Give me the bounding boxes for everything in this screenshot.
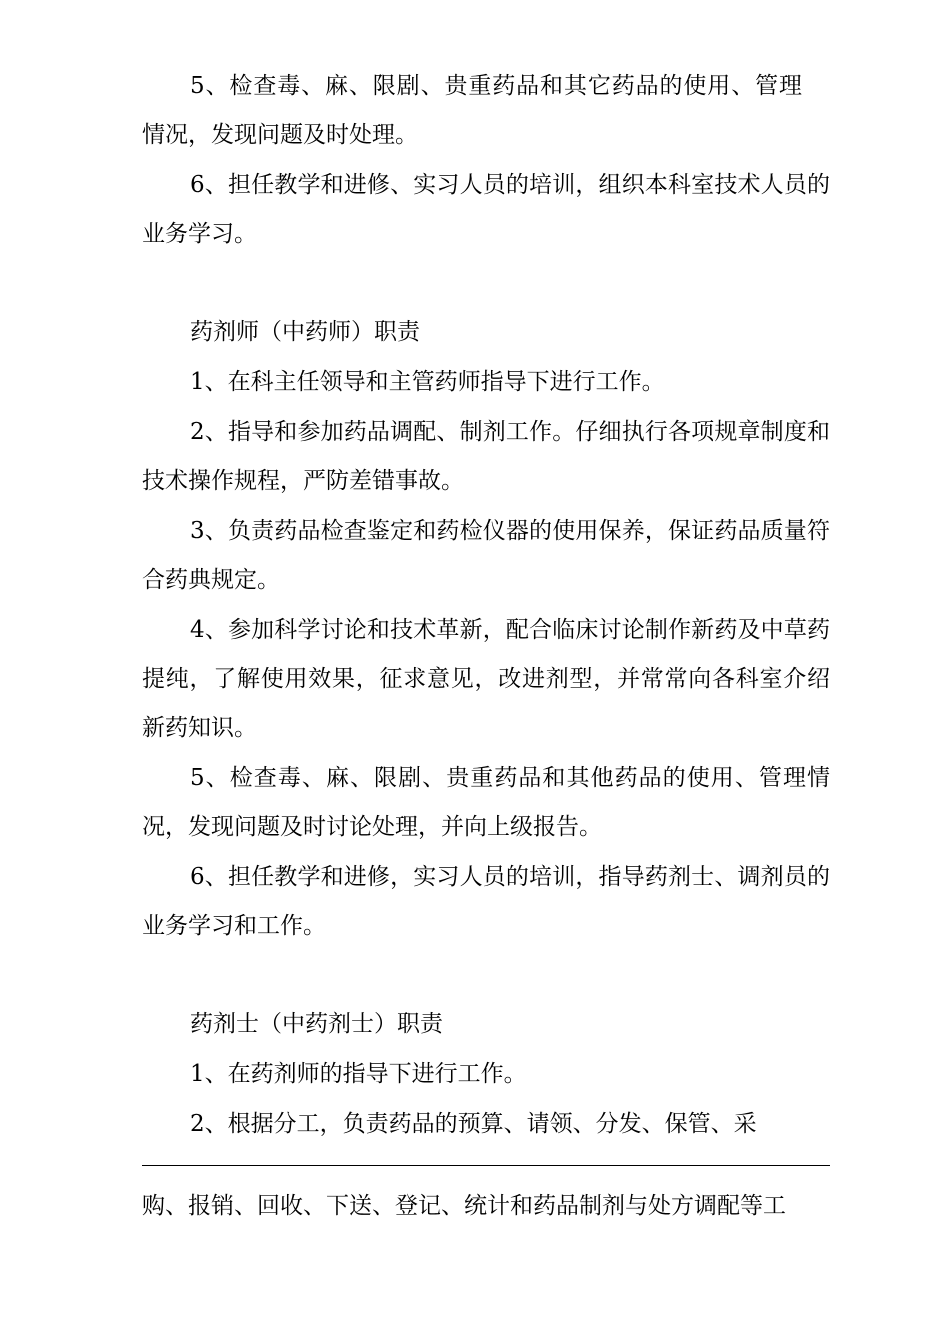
section-b-item-2: 2、指导和参加药品调配、制剂工作。仔细执行各项规章制度和技术操作规程，严防差错事故。: [142, 419, 830, 494]
section-b-item-6: 6、担任教学和进修，实习人员的培训，指导药剂士、调剂员的业务学习和工作。: [142, 864, 830, 939]
section-b-title: 药剂师（中药师）职责: [190, 319, 420, 345]
page-divider: [142, 1165, 830, 1166]
section-b-item-3: 3、负责药品检查鉴定和药检仪器的使用保养，保证药品质量符合药典规定。: [142, 518, 830, 593]
section-c-item-2: 2、根据分工，负责药品的预算、请领、分发、保管、采: [190, 1111, 757, 1137]
section-a-item-5: 5、检查毒、麻、限剧、贵重药品和其它药品的使用、管理情况，发现问题及时处理。: [142, 73, 802, 148]
section-c-title: 药剂士（中药剂士）职责: [190, 1011, 443, 1037]
section-b-item-5: 5、检查毒、麻、限剧、贵重药品和其他药品的使用、管理情况，发现问题及时讨论处理，并向上级报告。: [142, 765, 830, 840]
document-page: [142, 62, 830, 1150]
continued-text: 购、报销、回收、下送、登记、统计和药品制剂与处方调配等工: [142, 1193, 786, 1219]
section-c-item-1: 1、在药剂师的指导下进行工作。: [190, 1061, 527, 1087]
section-a-item-6: 6、担任教学和进修、实习人员的培训，组织本科室技术人员的业务学习。: [142, 172, 830, 247]
section-b-item-4: 4、参加科学讨论和技术革新，配合临床讨论制作新药及中草药提纯，了解使用效果，征求意见，改进剂型，并常常向各科室介绍新药知识。: [142, 617, 830, 741]
section-b-item-1: 1、在科主任领导和主管药师指导下进行工作。: [190, 369, 665, 395]
